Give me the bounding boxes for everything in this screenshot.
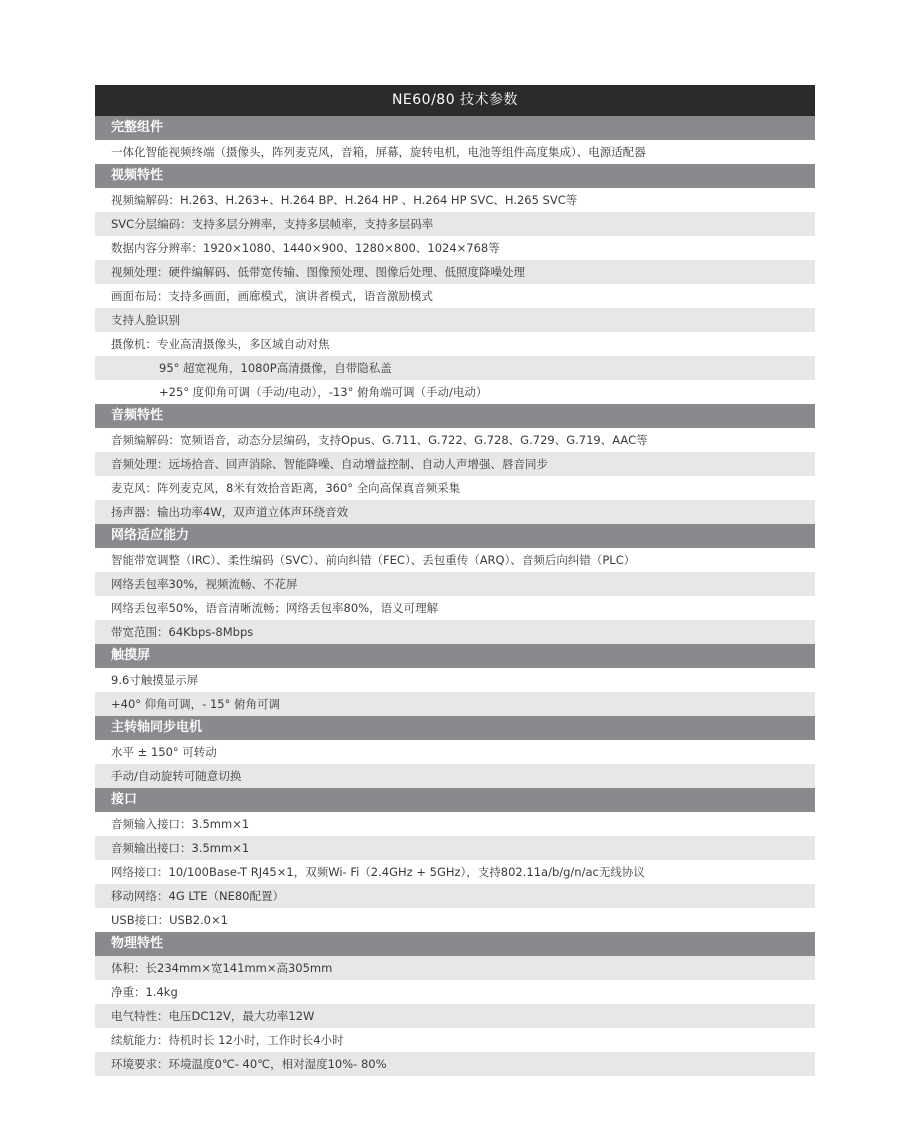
section-header: 主转轴同步电机 (95, 716, 815, 740)
spec-row: SVC分层编码：支持多层分辨率，支持多层帧率，支持多层码率 (95, 212, 815, 236)
spec-row: 水平 ± 150° 可转动 (95, 740, 815, 764)
spec-row: 智能带宽调整（IRC）、柔性编码（SVC）、前向纠错（FEC）、丢包重传（ARQ）、音频后向纠错（PLC） (95, 548, 815, 572)
spec-row: USB接口：USB2.0×1 (95, 908, 815, 932)
spec-row: 视频处理：硬件编解码、低带宽传输、图像预处理、图像后处理、低照度降噪处理 (95, 260, 815, 284)
spec-row: 扬声器：输出功率4W，双声道立体声环绕音效 (95, 500, 815, 524)
section-header: 完整组件 (95, 116, 815, 140)
spec-row: 画面布局：支持多画面，画廊模式，演讲者模式，语音激励模式 (95, 284, 815, 308)
spec-row: 网络接口：10/100Base-T RJ45×1，双频Wi- Fi（2.4GHz + 5GHz），支持802.11a/b/g/n/ac无线协议 (95, 860, 815, 884)
spec-row: 音频处理：远场拾音、回声消除、智能降噪、自动增益控制、自动人声增强、唇音同步 (95, 452, 815, 476)
spec-row: 音频输出接口：3.5mm×1 (95, 836, 815, 860)
section-header: 网络适应能力 (95, 524, 815, 548)
spec-row: 95° 超宽视角，1080P高清摄像，自带隐私盖 (95, 356, 815, 380)
section-header: 音频特性 (95, 404, 815, 428)
spec-row: 网络丢包率30%，视频流畅、不花屏 (95, 572, 815, 596)
spec-row: 手动/自动旋转可随意切换 (95, 764, 815, 788)
spec-row: 电气特性：电压DC12V，最大功率12W (95, 1004, 815, 1028)
spec-row: +40° 仰角可调，- 15° 俯角可调 (95, 692, 815, 716)
spec-row: 一体化智能视频终端（摄像头，阵列麦克风，音箱，屏幕，旋转电机，电池等组件高度集成）、电源适配器 (95, 140, 815, 164)
spec-title: NE60/80 技术参数 (95, 85, 815, 116)
section-header: 触摸屏 (95, 644, 815, 668)
section-header: 接口 (95, 788, 815, 812)
section-header: 视频特性 (95, 164, 815, 188)
spec-row: 环境要求：环境温度0℃- 40℃，相对湿度10%- 80% (95, 1052, 815, 1076)
spec-row: 移动网络：4G LTE（NE80配置） (95, 884, 815, 908)
spec-row: 支持人脸识别 (95, 308, 815, 332)
spec-row: 体积：长234mm×宽141mm×高305mm (95, 956, 815, 980)
spec-row: 9.6寸触摸显示屏 (95, 668, 815, 692)
spec-row: 音频输入接口：3.5mm×1 (95, 812, 815, 836)
spec-row: 数据内容分辨率：1920×1080、1440×900、1280×800、1024×768等 (95, 236, 815, 260)
spec-rows (95, 116, 815, 1076)
spec-row: 网络丢包率50%，语音清晰流畅；网络丢包率80%，语义可理解 (95, 596, 815, 620)
spec-row: 麦克风：阵列麦克风，8米有效拾音距离，360° 全向高保真音频采集 (95, 476, 815, 500)
spec-row: 视频编解码：H.263、H.263+、H.264 BP、H.264 HP 、H.264 HP SVC、H.265 SVC等 (95, 188, 815, 212)
spec-row: +25° 度仰角可调（手动/电动），-13° 俯角端可调（手动/电动） (95, 380, 815, 404)
spec-row: 摄像机：专业高清摄像头，多区域自动对焦 (95, 332, 815, 356)
spec-row: 带宽范围：64Kbps-8Mbps (95, 620, 815, 644)
spec-sheet (95, 85, 815, 1076)
spec-row: 音频编解码：宽频语音，动态分层编码，支持Opus、G.711、G.722、G.728、G.729、G.719、AAC等 (95, 428, 815, 452)
spec-row: 续航能力：待机时长 12小时，工作时长4小时 (95, 1028, 815, 1052)
spec-row: 净重：1.4kg (95, 980, 815, 1004)
section-header: 物理特性 (95, 932, 815, 956)
